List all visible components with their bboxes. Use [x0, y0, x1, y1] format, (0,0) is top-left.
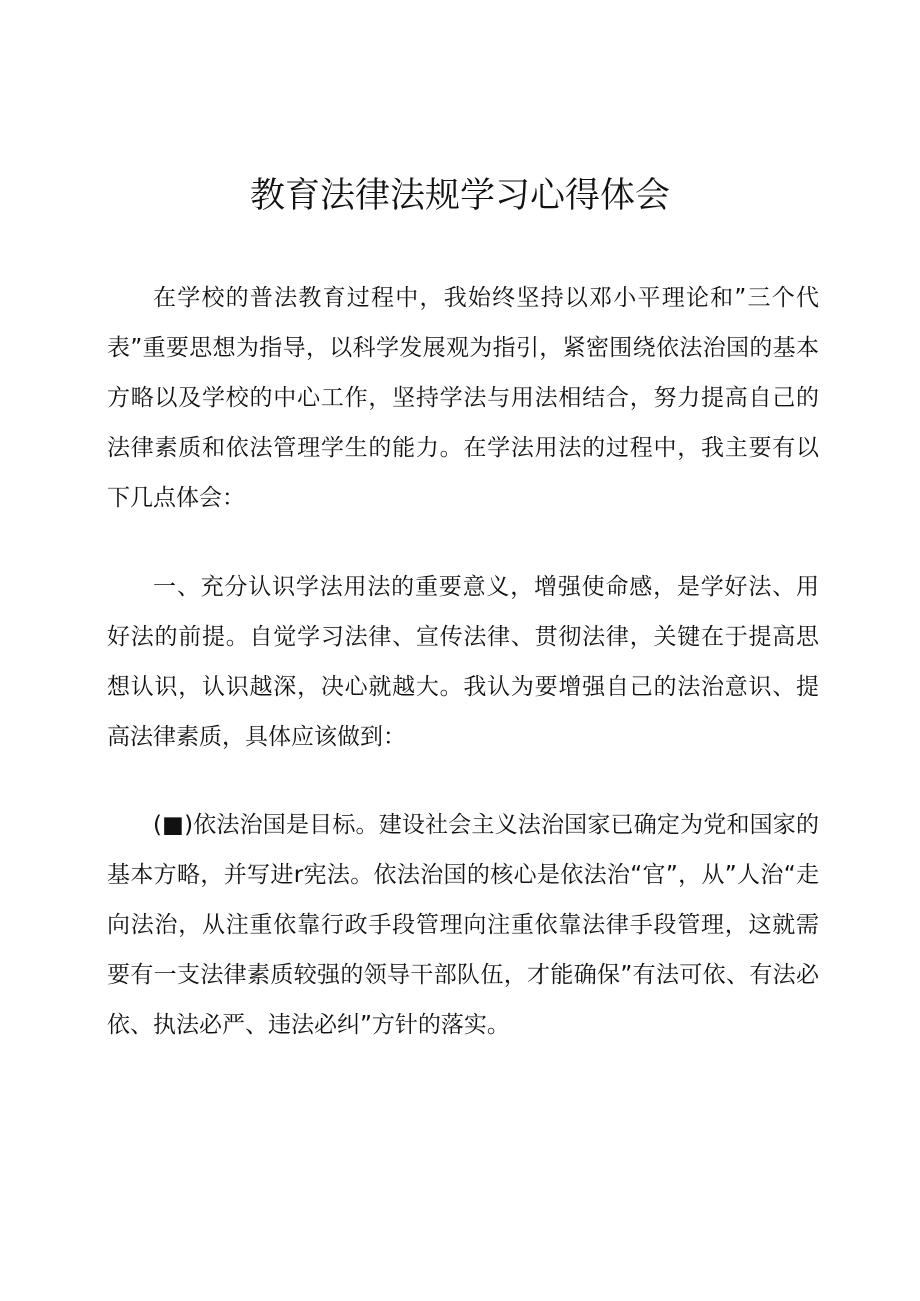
paragraph-point-one: 一、充分认识学法用法的重要意义，增强使命感，是学好法、用好法的前提。自觉学习法律、宣传法律、贯彻法律，关键在于提高思想认识，认识越深，决心就越大。我认为要增强自己的法治意识、提高法律素质，具体应该做到： [107, 574, 819, 750]
paragraph-intro: 在学校的普法教育过程中，我始终坚持以邓小平理论和”三个代表”重要思想为指导，以科学发展观为指引，紧密围绕依法治国的基本方略以及学校的中心工作，坚持学法与用法相结合，努力提高自己的法律素质和依法管理学生的能力。在学法用法的过程中，我主要有以下几点体会： [107, 285, 819, 511]
document-title: 教育法律法规学习心得体会 [249, 176, 670, 216]
paragraph-sub-point: (■)依法治国是目标。建设社会主义法治国家已确定为党和国家的基本方略，并写进r宪法。依法治国的核心是依法治“官”，从”人治“走向法治，从注重依靠行政手段管理向注重依靠法律手段管理，这就需要有一支法律素质较强的领导干部队伍，才能确保”有法可依、有法必依、执法必严、违法必纠”方针的落实。 [107, 812, 819, 1038]
